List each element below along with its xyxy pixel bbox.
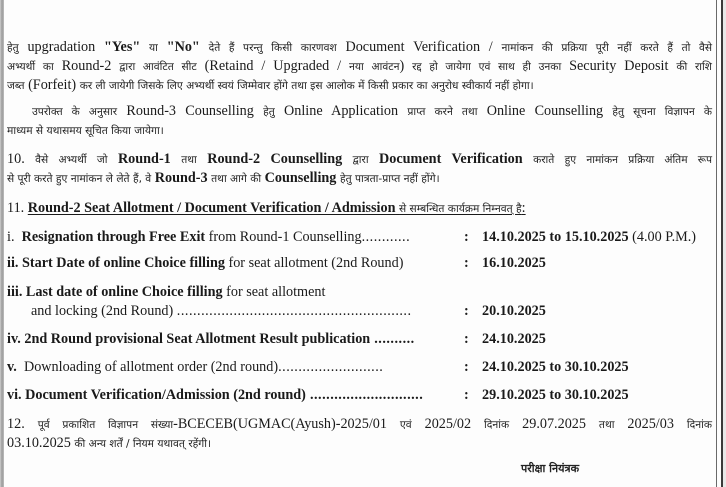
text: हेतु upgradation — [7, 39, 104, 55]
round3-paragraph-line-2 — [7, 121, 164, 141]
label-normal: Downloading of allotment order (2nd round) — [23, 359, 279, 375]
schedule-label — [7, 386, 423, 405]
point-10-line-2 — [7, 169, 440, 189]
row-number: i. — [7, 229, 15, 245]
hindi-text: तथा — [598, 419, 615, 431]
hindi-text: तथा — [181, 154, 197, 166]
hindi-text: या — [149, 42, 158, 54]
hindi-text: द्वारा — [352, 154, 369, 166]
schedule-value: 24.10.2025 — [482, 331, 546, 347]
yes-option: "Yes" — [104, 39, 141, 55]
text — [523, 151, 712, 167]
label-bold: Document Verification/Admission (2nd round) — [25, 387, 306, 403]
schedule-value: 16.10.2025 — [482, 255, 546, 271]
schedule-label — [7, 283, 325, 302]
schedule-heading-hi: से सम्बन्धित कार्यक्रम निम्नवत् है: — [399, 200, 526, 216]
leader-dots: .......................................................... — [176, 303, 412, 319]
point-11-heading — [7, 199, 526, 219]
label-bold: Start Date of online Choice filling — [21, 255, 225, 271]
point-10-line-1 — [7, 150, 712, 170]
colon: : — [464, 229, 469, 245]
schedule-label — [7, 358, 383, 377]
point-number: 10. — [7, 151, 25, 167]
no-option: "No" — [166, 39, 200, 55]
point-12-line-1 — [7, 415, 712, 435]
date-range: 14.10.2025 to 15.10.2025 — [482, 229, 629, 245]
hindi-text: माध्यम से यथासमय सूचित किया जायेगा। — [7, 125, 164, 137]
leader-dots: .......................... — [278, 359, 384, 375]
schedule-value: 20.10.2025 — [482, 303, 546, 319]
row-number: iv. — [7, 331, 21, 347]
upgrade-paragraph-line-1 — [7, 38, 712, 58]
hindi-text: से सम्बन्धित कार्यक्रम निम्नवत् है — [399, 203, 522, 215]
point-12-line-2: 03.10.2025 की अन्य शर्तें / नियम यथावत् रहेंगी। — [7, 435, 212, 451]
hindi-text: की अन्य शर्तें / नियम यथावत् रहेंगी। — [74, 438, 212, 450]
hindi-text: हेतु पात्रता-प्राप्त नहीं होंगे। — [339, 173, 440, 185]
hindi-text: से पूरी करते हुए नामांकन ले लेते हैं, वे — [7, 173, 152, 185]
hindi-text: तथा आगे की — [211, 173, 262, 185]
hindi-text: परीक्षा नियंत्रक — [521, 462, 580, 475]
colon: : — [464, 303, 469, 319]
signature-controller-of-examinations — [521, 459, 579, 477]
schedule-label — [7, 330, 415, 349]
label-normal: and locking (2nd Round) — [31, 303, 177, 319]
schedule-heading-en: Round-2 Seat Allotment / Document Verification / Admission — [27, 200, 396, 216]
schedule-value: 29.10.2025 to 30.10.2025 — [482, 387, 629, 403]
time-note: (4.00 P.M.) — [628, 229, 697, 245]
text — [208, 170, 265, 186]
hindi-text: वैसे अभ्यर्थी जो — [35, 154, 108, 166]
text-bold: Round-3 — [154, 170, 208, 186]
text — [171, 151, 207, 167]
leader-dots: .......... — [370, 331, 415, 347]
row-number: iii. — [7, 284, 23, 300]
label-normal: for seat allotment (2nd Round) — [224, 255, 404, 271]
schedule-label — [31, 302, 412, 321]
leader-dots: ............ — [361, 229, 411, 245]
colon: : — [464, 331, 469, 347]
colon: : — [464, 255, 469, 271]
label-bold: Last date of online Choice filling — [25, 284, 223, 300]
upgrade-paragraph-line-2: अभ्यर्थी का Round-2 द्वारा आवंटित सीट (Retaind / Upgraded / नया आवंटन) रद्द हो जायेगा एवं साथ ही उनका Security Deposit की राशि — [7, 58, 713, 74]
hindi-text: हेतु — [263, 106, 275, 118]
text — [7, 170, 155, 186]
page-right-border-inner — [716, 0, 717, 487]
hindi-text: कर ली जायेगी जिसके लिए अभ्यर्थी स्वयं जिम्मेवार होंगे तथा इस आलोक में किसी प्रकार का अनुरोध स्वीकार्य नहीं होगा। — [79, 80, 534, 92]
page-left-border — [0, 0, 4, 487]
text-bold: Document Verification — [379, 151, 523, 167]
round3-paragraph-line-1: उपरोक्त के अनुसार Round-3 Counselling हेतु Online Application प्राप्त करने तथा Online Counselling हेतु सूचना विज्ञापन के — [32, 103, 712, 119]
text: पूर्व प्रकाशित विज्ञापन संख्या-BCECEB(UGMAC(Ayush)-2025/01 एवं 2025/02 दिनांक 29.07.2025 तथा 2025/03 दिनांक — [37, 416, 713, 432]
hindi-text: देते हैं परन्तु किसी कारणवश — [208, 42, 337, 54]
schedule-label — [7, 254, 403, 273]
colon: : — [464, 387, 469, 403]
hindi-text: रद्द हो जायेगा एवं साथ ही उनका — [412, 61, 562, 73]
hindi-text: उपरोक्त के अनुसार — [32, 106, 118, 118]
row-number: vi. — [7, 387, 22, 403]
row-number: v. — [7, 359, 17, 375]
hindi-text: प्राप्त करने तथा — [407, 106, 478, 118]
hindi-text: अभ्यर्थी का — [7, 61, 54, 73]
hindi-text: कराते हुए नामांकन प्रक्रिया अंतिम रूप — [533, 154, 713, 166]
text-bold: Round-2 Counselling — [207, 151, 343, 167]
text-bold: Round-1 — [117, 151, 171, 167]
label-bold: Resignation through Free Exit — [21, 229, 206, 245]
upgrade-paragraph-line-3: जब्त (Forfeit) कर ली जायेगी जिसके लिए अभ्यर्थी स्वयं जिम्मेवार होंगे तथा इस आलोक में किसी प्रकार का अनुरोध स्वीकार्य नहीं होगा। — [7, 77, 534, 93]
text — [140, 39, 166, 55]
hindi-text: एवं — [399, 419, 412, 431]
text — [336, 170, 439, 186]
hindi-text: की राशि — [676, 61, 713, 73]
row-number: ii. — [7, 255, 19, 271]
hindi-text: पूर्व प्रकाशित विज्ञापन संख्या — [37, 419, 174, 431]
point-number: 12. — [7, 416, 25, 432]
text — [342, 151, 379, 167]
point-number: 11. — [7, 200, 25, 216]
label-normal: for seat allotment — [222, 284, 326, 300]
schedule-value: 24.10.2025 to 30.10.2025 — [482, 359, 629, 375]
hindi-text: नया आवंटन — [349, 61, 400, 73]
hindi-text: हेतु सूचना विज्ञापन के — [612, 106, 712, 118]
hindi-text: जब्त — [7, 80, 25, 92]
label-normal: from Round-1 Counselling — [205, 229, 362, 245]
colon: : — [464, 359, 469, 375]
text — [25, 151, 118, 167]
hindi-text: हेतु — [7, 42, 19, 54]
text-bold: Counselling — [264, 170, 337, 186]
hindi-text: दिनांक — [686, 419, 713, 431]
hindi-text: दिनांक — [484, 419, 510, 431]
label-bold: 2nd Round provisional Seat Allotment Result publication — [24, 331, 371, 347]
text-mixed — [7, 39, 712, 55]
schedule-value — [482, 228, 696, 247]
text: देते हैं परन्तु किसी कारणवश Document Verification / नामांकन की प्रक्रिया पूरी नहीं करते हैं तो वैसे — [208, 39, 713, 55]
leader-dots: ............................ — [305, 387, 424, 403]
hindi-text: द्वारा आवंटित सीट — [119, 61, 197, 73]
schedule-label — [7, 228, 410, 247]
hindi-text: नामांकन की प्रक्रिया पूरी नहीं करते हैं तो वैसे — [501, 42, 713, 54]
